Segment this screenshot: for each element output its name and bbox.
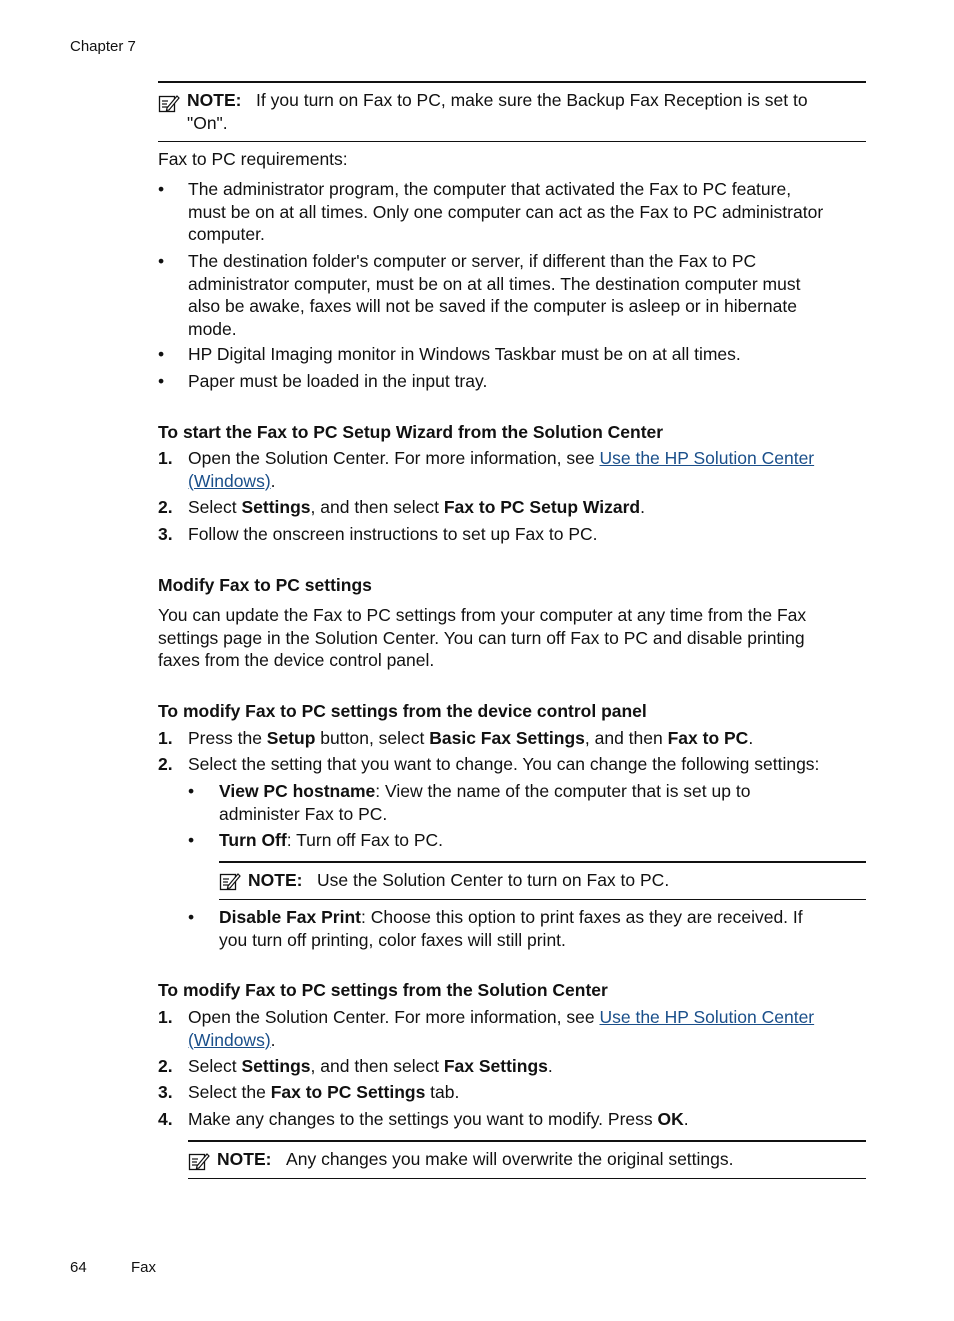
section-heading-panel: To modify Fax to PC settings from the device control panel [158, 701, 647, 721]
section-heading-center: To modify Fax to PC settings from the Solution Center [158, 980, 608, 1000]
section-heading-wizard: To start the Fax to PC Setup Wizard from the Solution Center [158, 422, 664, 442]
footer-section: Fax [131, 1259, 157, 1276]
note-text: NOTE: If you turn on Fax to PC, make sure the Backup Fax Reception is set to "On". [187, 90, 808, 133]
link-hp-solution-center[interactable]: Use the HP Solution Center [599, 448, 815, 468]
page-number: 64 [70, 1259, 87, 1276]
note-pencil-icon [188, 1150, 210, 1172]
note-overwrite: NOTE: Any changes you make will overwrite the original settings. [188, 1140, 866, 1179]
requirements-intro: Fax to PC requirements: [158, 149, 348, 169]
note-pencil-icon [219, 870, 241, 892]
link-hp-solution-center[interactable]: Use the HP Solution Center [599, 1007, 815, 1027]
note-pencil-icon [158, 92, 180, 114]
note-backup-fax [158, 81, 866, 142]
chapter-label: Chapter 7 [70, 38, 136, 55]
modify-paragraph: You can update the Fax to PC settings from your computer at any time from the Fax settings page in the Solution Center. You can turn off Fax to PC and disable printing faxes from the device control panel. [158, 605, 807, 670]
link-windows[interactable]: (Windows) [188, 1029, 271, 1050]
link-windows[interactable]: (Windows) [188, 470, 271, 491]
section-heading-modify: Modify Fax to PC settings [158, 575, 372, 595]
note-label: NOTE: [187, 90, 242, 110]
note-turn-on: NOTE: Use the Solution Center to turn on Fax to PC. [219, 861, 866, 900]
